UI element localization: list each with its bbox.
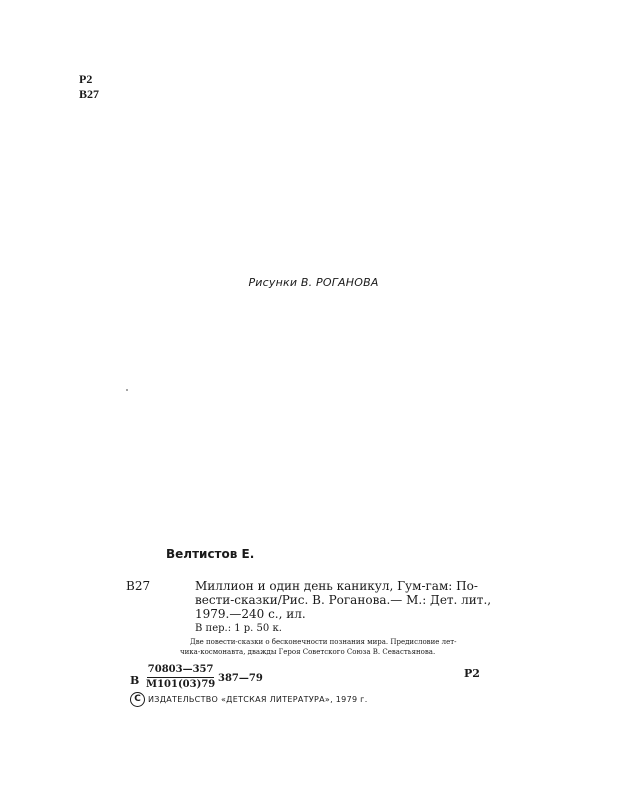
- udc-code-2: В27: [79, 87, 100, 101]
- index-suffix: 387—79: [218, 673, 263, 684]
- index-prefix: В: [130, 674, 140, 687]
- catalog-description-line-3: 1979.—240 с., ил.: [195, 607, 306, 621]
- udc-code-1: Р2: [79, 72, 93, 86]
- catalog-description-line-2: вести-сказки/Рис. В. Роганова.— М.: Дет. лит.,: [195, 593, 492, 607]
- illustrations-credit: Рисунки В. РОГАНОВА: [248, 276, 379, 289]
- publisher-copyright: ИЗДАТЕЛЬСТВО «ДЕТСКАЯ ЛИТЕРАТУРА», 1979 г.: [148, 695, 368, 704]
- annotation-line-2: чика-космонавта, дважды Героя Советского Союза В. Севастьянова.: [180, 648, 436, 656]
- index-numerator: 70803—357: [147, 664, 215, 678]
- annotation-line-1: Две повести-сказки о бесконечности познания мира. Предисловие лет-: [190, 638, 457, 646]
- index-denominator: М101(03)79: [146, 679, 216, 690]
- catalog-author: Велтистов Е.: [166, 547, 255, 561]
- catalog-description-line-1: Миллион и один день каникул, Гум-гам: По-: [195, 579, 478, 593]
- copyright-icon: C: [130, 692, 145, 707]
- index-fraction: [146, 664, 215, 691]
- print-speck: [126, 389, 128, 391]
- catalog-right-code: Р2: [464, 667, 480, 680]
- catalog-code: В27: [126, 579, 151, 593]
- catalog-price: В пер.: 1 р. 50 к.: [195, 623, 282, 634]
